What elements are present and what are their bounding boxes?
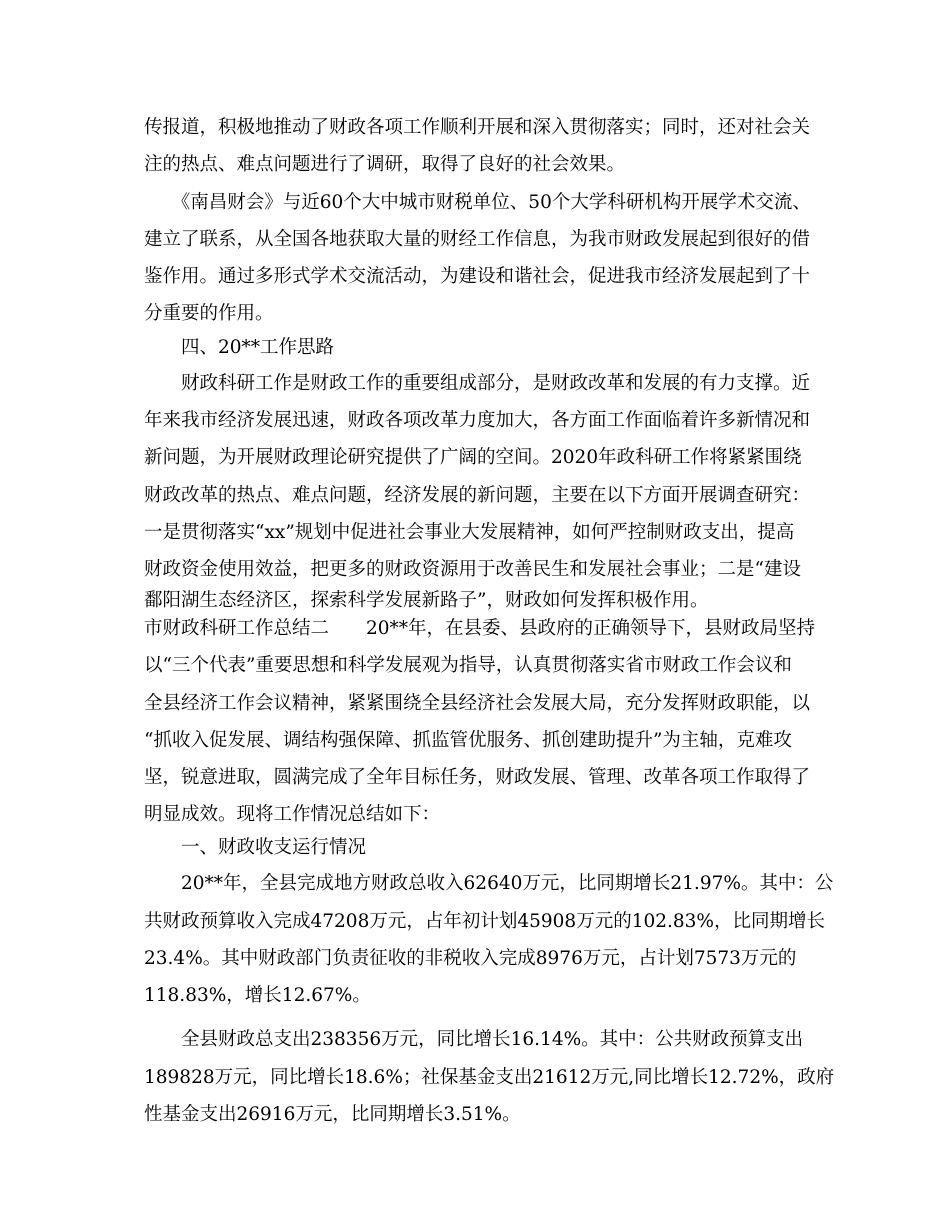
text-line: 财政改革的热点、难点问题，经济发展的新问题，主要在以下方面开展调查研究： [144,485,811,506]
text-line: 鄱阳湖生态经济区，探索科学发展新路子”，财政如何发挥积极作用。 [144,590,709,611]
text-line: 性基金支出26916万元，比同期增长3.51%。 [144,1104,521,1125]
text-line: 传报道，积极地推动了财政各项工作顺利开展和深入贯彻落实；同时，还对社会关 [144,117,811,138]
text-line: 20**年，全县完成地方财政总收入62640万元，比同期增长21.97%。其中：公 [144,873,834,894]
text-line: 23.4%。其中财政部门负责征收的非税收入完成8976万元，占计划7573万元的 [144,948,797,969]
text-line: 鉴作用。通过多形式学术交流活动，为建设和谐社会，促进我市经济发展起到了十 [144,266,811,287]
text-line: “抓收入促发展、调结构强保障、抓监管优服务、抓创建助提升”为主轴，克难攻 [144,730,792,751]
text-line: 年来我市经济发展迅速，财政各项改革力度加大，各方面工作面临着许多新情况和 [144,410,811,431]
text-line: 118.83%，增长12.67%。 [144,985,371,1006]
text-line: 全县经济工作会议精神，紧紧围绕全县经济社会发展大局，充分发挥财政职能，以 [144,693,811,714]
text-line: 明显成效。现将工作情况总结如下： [144,804,441,825]
text-line: 财政资金使用效益，把更多的财政资源用于改善民生和发展社会事业；二是“建设 [144,559,801,580]
text-line: 新问题，为开展财政理论研究提供了广阔的空间。2020年政科研工作将紧紧围绕 [144,447,802,468]
text-line: 坚，锐意进取，圆满完成了全年目标任务，财政发展、管理、改革各项工作取得了 [144,767,811,788]
text-line: 一是贯彻落实“xx”规划中促进社会事业大发展精神，如何严控制财政支出，提高 [144,522,795,543]
text-line: 财政科研工作是财政工作的重要组成部分，是财政改革和发展的有力支撑。近 [144,373,811,394]
text-line: 注的热点、难点问题进行了调研，取得了良好的社会效果。 [144,154,626,175]
text-line: 全县财政总支出238356万元，同比增长16.14%。其中：公共财政预算支出 [144,1029,804,1050]
section-heading: 一、财政收支运行情况 [144,837,367,858]
text-line: 以“三个代表”重要思想和科学发展观为指导，认真贯彻落实省市财政工作会议和 [144,655,792,676]
text-line: 分重要的作用。 [144,303,274,324]
text-line: 189828万元，同比增长18.6%；社保基金支出21612万元,同比增长12.72%，政府 [144,1067,835,1088]
text-line: 建立了联系，从全国各地获取大量的财经工作信息，为我市财政发展起到很好的借 [144,229,811,250]
text-line: 《南昌财会》与近60个大中城市财税单位、50个大学科研机构开展学术交流、 [144,192,811,213]
section-heading: 四、20**工作思路 [144,337,335,358]
text-line: 共财政预算收入完成47208万元，占年初计划45908万元的102.83%，比同期增长 [144,911,826,932]
section-title-line: 市财政科研工作总结二 20**年，在县委、县政府的正确领导下，县财政局坚持 [144,618,816,639]
